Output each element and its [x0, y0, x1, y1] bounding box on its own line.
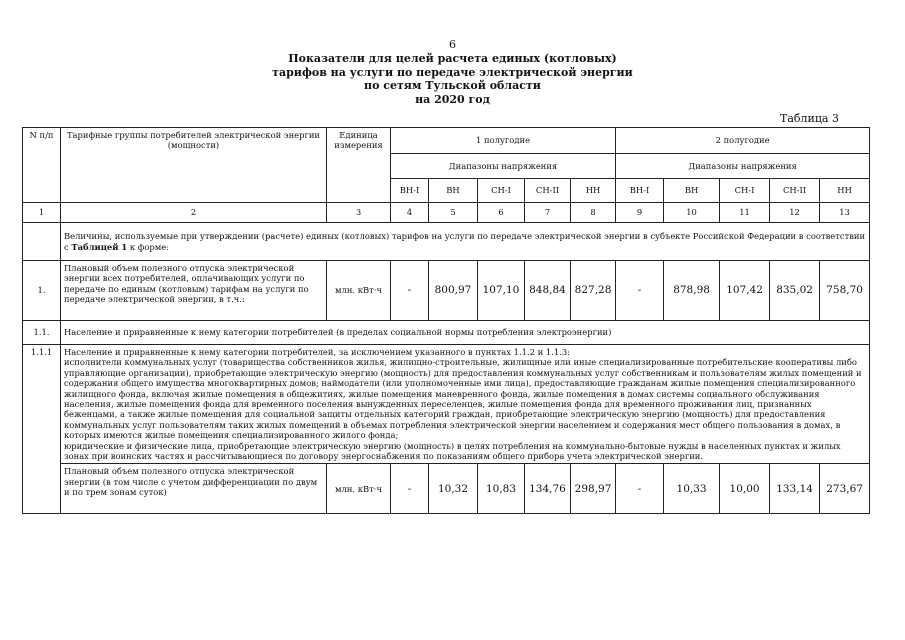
- colnum: 1: [23, 203, 61, 223]
- value-cell: -: [616, 464, 664, 514]
- colnum: 12: [770, 203, 820, 223]
- colnum: 11: [720, 203, 770, 223]
- title-line-1: Показатели для целей расчета единых (котловых): [288, 52, 617, 65]
- voltage-h1-vn1: ВН-I: [391, 179, 429, 203]
- value-cell: -: [391, 261, 429, 321]
- row-unit: млн. кВт·ч: [327, 464, 391, 514]
- row-unit: млн. кВт·ч: [327, 261, 391, 321]
- value-cell: 758,70: [820, 261, 870, 321]
- value-cell: 10,83: [478, 464, 525, 514]
- row-description: [61, 345, 870, 464]
- colnum: 7: [525, 203, 571, 223]
- header-unit: Единица измерения: [327, 128, 391, 203]
- value-cell: 273,67: [820, 464, 870, 514]
- voltage-h1-sn1: СН-I: [478, 179, 525, 203]
- column-numbers-row: [23, 203, 870, 223]
- intro-text: Величины, используемые при утверждении (расчете) единых (котловых) тарифов на услуги по передаче электрической энергии в субъекте Российской Федерации в соответствии с Таблицей 1 к форме:: [61, 223, 870, 261]
- table-row: [23, 345, 870, 464]
- table-label: Таблица 3: [780, 112, 839, 125]
- paragraph: юридические и физические лица, приобретающие электрическую энергию (мощность) в целях потребления на коммунально-бытовые нужды в населенных пунктах и жилых зонах при воинских частях и рассчитывающиеся по договору энергоснабжения по показаниям общего прибора учета электрической энергии.: [64, 440, 841, 462]
- row-label: Плановый объем полезного отпуска электрической энергии всех потребителей, оплачивающих услуги по передаче по единым (котловым) тарифам на услуги по передаче электрической энергии, в т.ч.:: [61, 261, 327, 321]
- colnum: 10: [664, 203, 720, 223]
- voltage-h2-nn: НН: [820, 179, 870, 203]
- voltage-h1-nn: НН: [571, 179, 616, 203]
- row-text: Население и приравненные к нему категории потребителей (в пределах социальной нормы потребления электроэнергии): [61, 321, 870, 345]
- header-half1: 1 полугодие: [391, 128, 616, 154]
- intro-num: [23, 223, 61, 261]
- voltage-h2-sn1: СН-I: [720, 179, 770, 203]
- voltage-h2-vn: ВН: [664, 179, 720, 203]
- row-num: 1.1.1: [23, 345, 61, 514]
- value-cell: 848,84: [525, 261, 571, 321]
- voltage-h1-sn2: СН-II: [525, 179, 571, 203]
- header-groups: Тарифные группы потребителей электрической энергии (мощности): [61, 128, 327, 203]
- header-ranges-2: Диапазоны напряжения: [616, 154, 870, 179]
- title-line-3: по сетям Тульской области: [364, 79, 541, 92]
- value-cell: 10,00: [720, 464, 770, 514]
- header-np: N п/п: [23, 128, 61, 203]
- colnum: 3: [327, 203, 391, 223]
- colnum: 2: [61, 203, 327, 223]
- value-cell: -: [391, 464, 429, 514]
- title-line-4: на 2020 год: [415, 92, 490, 106]
- value-cell: 800,97: [429, 261, 478, 321]
- colnum: 5: [429, 203, 478, 223]
- value-cell: -: [616, 261, 664, 321]
- value-cell: 133,14: [770, 464, 820, 514]
- value-cell: 835,02: [770, 261, 820, 321]
- header-row-1: [23, 128, 870, 154]
- value-cell: 107,10: [478, 261, 525, 321]
- intro-row: [23, 223, 870, 261]
- colnum: 4: [391, 203, 429, 223]
- value-cell: 298,97: [571, 464, 616, 514]
- paragraph: исполнители коммунальных услуг (товарищества собственников жилья, жилищно-строительные, жилищные или иные специализированные потребительские кооперативы либо управляющие организации), приобретающие электрическую энергию (мощность) для предоставления коммунальных услуг собственникам и пользователям жилых помещений и содержания общего имущества многоквартирных домов; наймодатели (или уполномоченные ими лица), предоставляющие гражданам жилые помещения специализированного жилищного фонда, включая жилые помещения в общежитиях, жилые помещения маневренного фонда, жилые помещения в домах системы социального обслуживания населения, жилые помещения фонда для временного поселения вынужденных переселенцев, жилые помещения фонда для временного проживания лиц, признанных беженцами, а также жилые помещения для социальной защиты отдельных категорий граждан, приобретающие электрическую энергию (мощность) для предоставления коммунальных услуг пользователям таких жилых помещений в объемах потребления электрической энергии населением и содержания мест общего пользования в домах, в которых имеются жилые помещения специализированного жилого фонда;: [64, 357, 862, 441]
- colnum: 6: [478, 203, 525, 223]
- page-number: 6: [449, 38, 456, 51]
- table-row: [23, 464, 870, 514]
- value-cell: 107,42: [720, 261, 770, 321]
- row-num: 1.: [23, 261, 61, 321]
- colnum: 13: [820, 203, 870, 223]
- row-label: Плановый объем полезного отпуска электрической энергии (в том числе с учетом дифференциации по двум и по трем зонам суток): [61, 464, 327, 514]
- value-cell: 827,28: [571, 261, 616, 321]
- colnum: 9: [616, 203, 664, 223]
- colnum: 8: [571, 203, 616, 223]
- tariff-table: [22, 127, 870, 514]
- table-row: [23, 321, 870, 345]
- voltage-h2-sn2: СН-II: [770, 179, 820, 203]
- value-cell: 134,76: [525, 464, 571, 514]
- document-title: [0, 52, 905, 106]
- value-cell: 878,98: [664, 261, 720, 321]
- voltage-h2-vn1: ВН-I: [616, 179, 664, 203]
- voltage-h1-vn: ВН: [429, 179, 478, 203]
- value-cell: 10,33: [664, 464, 720, 514]
- header-half2: 2 полугодие: [616, 128, 870, 154]
- value-cell: 10,32: [429, 464, 478, 514]
- title-line-2: тарифов на услуги по передаче электрической энергии: [272, 65, 633, 79]
- header-ranges-1: Диапазоны напряжения: [391, 154, 616, 179]
- row-num: 1.1.: [23, 321, 61, 345]
- table-row: [23, 261, 870, 321]
- paragraph: Население и приравненные к нему категории потребителей, за исключением указанного в пунктах 1.1.2 и 1.1.3:: [64, 347, 570, 357]
